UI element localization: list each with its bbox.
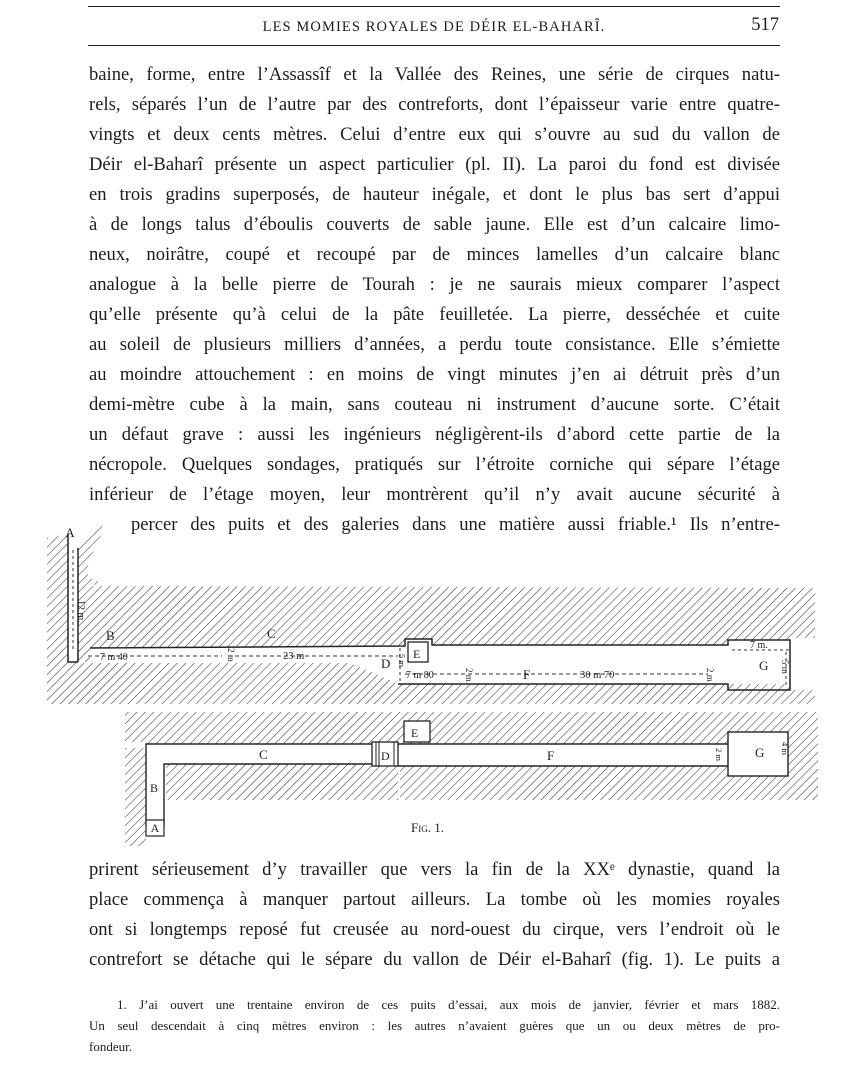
label-e: E [413,647,421,661]
plan-label-e: E [411,726,419,740]
plan-label-d: D [381,749,390,763]
dim-chamber-height: 5 m [780,660,790,674]
running-head: LES MOMIES ROYALES DE DÉIR EL-BAHARÎ. [262,19,606,35]
text-line: demi-mètre cube à la main, sans couteau ni instrument d’aucune sorte. C’était [89,394,780,415]
text-line: prirent sérieusement d’y travailler que vers la fin de la XXᵉ dynastie, quand la [89,859,780,880]
text-line: à de longs talus d’éboulis couverts de sable jaune. Elle est d’un calcaire limo- [89,214,780,235]
dim-segment-1: 7 m 40 [100,652,128,663]
text-line: nécropole. Quelques sondages, pratiqués sur l’étroite corniche qui sépare l’étage [89,454,780,475]
rock-mass-ceiling [90,586,815,648]
text-line: neux, noirâtre, coupé et recoupé par de minces lamelles d’un calcaire blanc [89,244,780,265]
plan-view [125,712,818,846]
dim-chamber-width: 7 m. [750,640,768,651]
label-a: A [65,525,75,540]
label-f: F [523,667,531,682]
text-line: place commença à manquer partout ailleurs. La tombe où les momies royales [89,889,780,910]
dim-step-1: 2 m [226,648,236,662]
text-line: un défaut grave : aussi les ingénieurs négligèrent-ils d’abord cette partie de la [89,424,780,445]
plan-label-g: G [755,745,765,760]
label-b: B [106,628,115,643]
text-line: rels, séparés l’un de l’autre par des contreforts, dont l’épaisseur varie entre quatre- [89,94,780,115]
text-line: Déir el-Baharî présente un aspect particulier (pl. II). La paroi du fond est divisée [89,154,780,175]
tomb-section-figure [0,510,861,850]
label-d: D [381,656,391,671]
plan-rock-left [125,748,146,846]
text-line: en trois gradins superposés, de hauteur inégale, et dont le plus bas sert d’appui [89,184,780,205]
dim-height-d: 5 m [397,654,407,667]
text-line: au moindre attouchement : en moins de vingt minutes j’en ai détruit près d’un [89,364,780,385]
text-line: ont si longtemps reposé fut creusée au nord-ouest du cirque, vers l’endroit où le [89,919,780,940]
header-rule-bottom [88,45,780,46]
text-line: au soleil de plusieurs milliers d’années, a perdu toute consistance. Elle s’émiette [89,334,780,355]
label-g: G [759,658,769,673]
text-line: vingts et deux cents mètres. Celui d’entre eux qui s’ouvre au sud du vallon de [89,124,780,145]
footnotes [89,994,780,1057]
text-line: analogue à la belle pierre de Tourah : je ne saurais mieux comparer l’aspect [89,274,780,295]
dim-step-3: 2 m [705,668,715,682]
header-rule-top [88,6,780,7]
footnote-line: Un seul descendait à cinq mètres environ : les autres n’avaient guères que un ou deux mètres de pro- [89,1018,780,1033]
plan-label-c: C [259,747,268,762]
dim-corridor-f: 30 m 70 [580,670,615,681]
plan-label-a: A [150,821,160,835]
plan-label-f: F [547,748,555,763]
page-number: 517 [751,15,779,35]
section-view [47,522,815,704]
text-line: qu’elle présente qu’à celui de la pâte feuilletée. La pierre, desséchée et cuite [89,304,780,325]
plan-dim-g-height: 4 m [780,742,790,755]
footnote-line: 1. J’ai ouvert une trentaine environ de ces puits d’essai, aux mois de janvier, février et mars 1882. [117,997,780,1012]
text-line: inférieur de l’étage moyen, leur montrèrent qu’il n’y avait aucune sécurité à [89,484,780,505]
dim-step-2: 2 m [464,668,474,682]
plan-label-b: B [150,781,159,795]
text-line: percer des puits et des galeries dans une matière aussi friable.¹ Ils n’entre- [131,514,780,535]
rock-mass-floor [47,662,815,704]
rock-mass-left [47,534,68,662]
dim-segment-d: 7 m 80 [406,670,434,681]
plan-dim-f-width: 2 m [714,748,724,761]
dim-corridor-c: 23 m [283,651,305,662]
plan-rock-middle [166,766,398,800]
footnote-line: fondeur. [89,1039,132,1054]
dim-shaft-depth: 12 m. [75,600,86,623]
figure-caption: Fig. 1. [411,820,444,835]
label-c: C [267,626,276,641]
text-line: baine, forme, entre l’Assassîf et la Vallée des Reines, une série de cirques natu- [89,64,780,85]
text-line: contrefort se détache qui le sépare du vallon de Déir el-Baharî (fig. 1). Le puits a [89,949,780,970]
